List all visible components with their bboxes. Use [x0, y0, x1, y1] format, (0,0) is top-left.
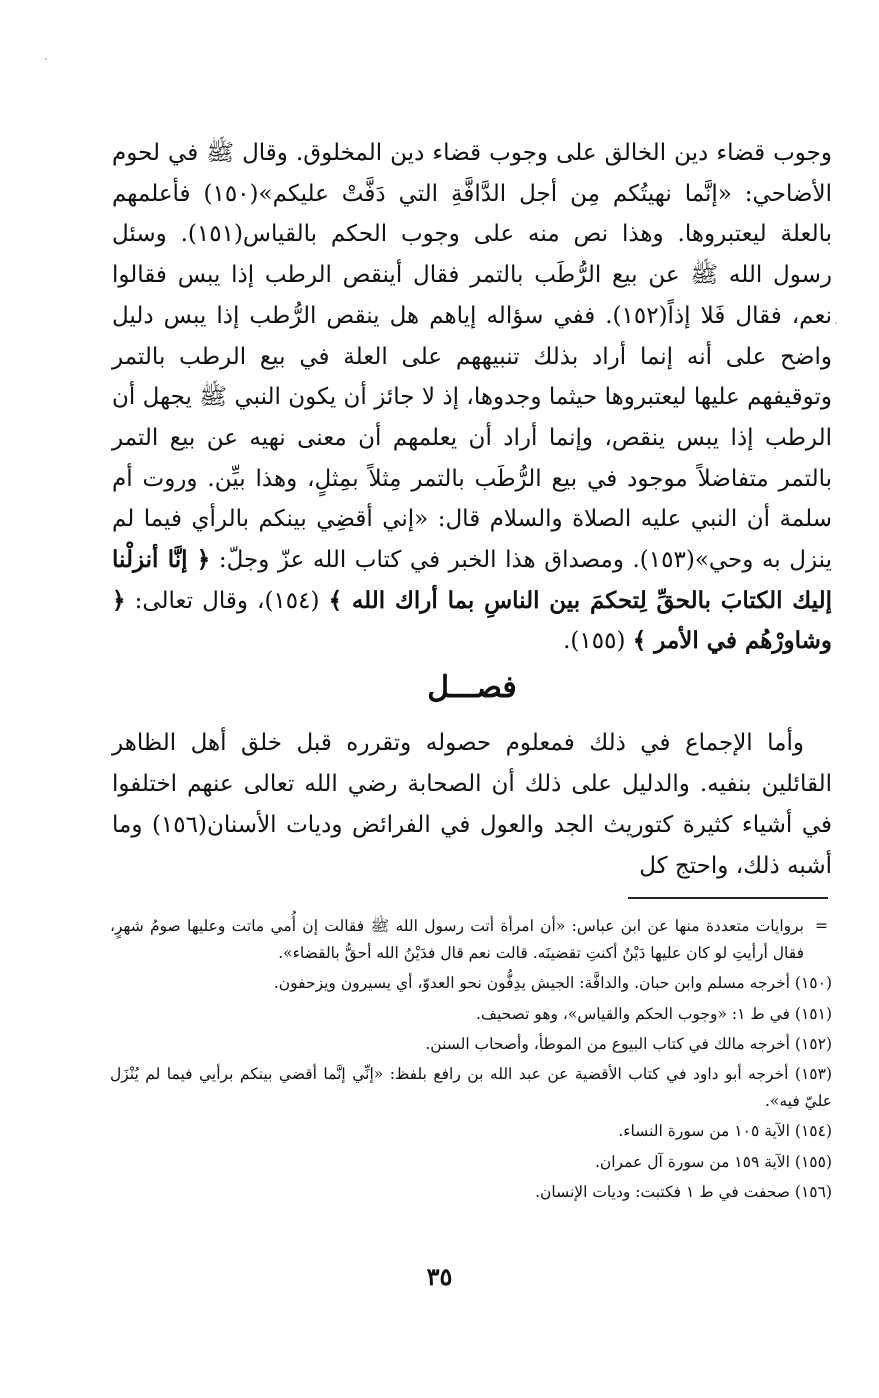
quran-quote-al-imran: ﴿ وشاورْهُم في الأمر ﴾ — [112, 586, 832, 655]
continuation-marker: = — [815, 917, 828, 935]
main-text — [112, 133, 832, 662]
footnote-divider — [628, 897, 828, 899]
quran-quote-nisa: ﴿ إنَّا أنزلْنا إليك الكتابَ بالحقِّ لِتحكمَ بين الناسِ بما أراك الله ﴾ — [112, 546, 832, 614]
footnote-155: (١٥٥) الآية ١٥٩ من سورة آل عمران. — [594, 1152, 832, 1171]
section-text — [112, 723, 832, 887]
scan-speck — [45, 58, 47, 60]
footnote-151: (١٥١) في ط ١: «وجوب الحكم والقياس»، وهو تصحيف. — [475, 1004, 832, 1023]
footnote-154: (١٥٤) الآية ١٠٥ من سورة النساء. — [618, 1122, 832, 1141]
footnotes — [110, 913, 832, 1209]
footnote-ref-154: (١٥٤)، وقال تعالى: — [134, 587, 320, 614]
footnote-150: (١٥٠) أخرجه مسلم وابن حبان. والدافَّة: الجيش يدِفُّون نحو العدوّ، أي يسيرون ويزحفون. — [273, 974, 832, 993]
footnote-continuation — [110, 913, 832, 967]
footnote-153: (١٥٣) أخرجه أبو داود في كتاب الأقضية عن عبد الله بن رافع بلفظ: «إنِّي إنَّما أقضي بينكم برأيي فيما لم يُنْزَل عليّ فيه». — [110, 1065, 832, 1111]
section-heading: فصـــل — [427, 670, 517, 705]
section-paragraph: وأما الإجماع في ذلك فمعلوم حصوله وتقرره قبل خلق أهل الظاهر القائلين بنفيه. والدليل على ذلك أن الصحابة رضي الله تعالى عنهم اختلفوا في أشياء كثيرة كتوريث الجد والعول في الفرائض وديات الأسنان(١٥٦) وما أشبه ذلك، واحتج كل — [112, 730, 832, 879]
footnote-continuation-text: بروايات متعددة منها عن ابن عباس: «أن امرأة أتت رسول الله ﷺ فقالت إن أُمي ماتت وعليها صومُ شهرٍ، فقال أرأيتِ لو كان عليها دَيْنٌ أكنتِ تقضينَه. قالت نعم قال فدَيْنُ الله أحقُّ بالقضاء». — [110, 917, 804, 963]
footnote-ref-155: (١٥٥). — [563, 628, 626, 655]
page-number: ٣٥ — [426, 1262, 453, 1291]
footnote-156: (١٥٦) صحفت في ط ١ فكتبت: وديات الإنسان. — [535, 1182, 832, 1201]
main-paragraph — [112, 133, 832, 662]
scan-speck — [835, 322, 837, 324]
main-paragraph-text: وجوب قضاء دين الخالق على وجوب قضاء دين المخلوق. وقال ﷺ في لحوم الأضاحي: «إنَّما نهيتُكم مِن أجل الدَّافَّةِ التي دَفَّتْ عليكم»(١٥٠) فأعلمهم بالعلة ليعتبروها. وهذا نص منه على وجوب الحكم بالقياس(١٥١). وسئل رسول الله ﷺ عن بيع الرُّطَب بالتمر فقال أينقص الرطب إذا يبس فقالوا نعم، فقال فَلا إذاً(١٥٢). ففي سؤاله إياهم هل ينقص الرُّطب إذا يبس دليل واضح على أنه إنما أراد بذلك تنبيههم على العلة في بيع الرطب بالتمر وتوقيفهم عليها ليعتبروها حيثما وجدوها، إذ لا جائز أن يكون النبي ﷺ يجهل أن الرطب إذا يبس ينقص، وإنما أراد أن يعلمهم أن معنى نهيه عن بيع التمر بالتمر متفاضلاً موجود في بيع الرُّطَب بالتمر مِثلاً بمِثلٍ، وهذا بيِّن. وروت أم سلمة أن النبي عليه الصلاة والسلام قال: «إني أقضِي بينكم بالرأي فيما لم ينزل به وحي»(١٥٣). ومصداق هذا الخبر في كتاب الله عزّ وجلّ: — [112, 140, 832, 574]
footnote-152: (١٥٢) أخرجه مالك في كتاب البيوع من الموطأ، وأصحاب السنن. — [425, 1034, 832, 1053]
